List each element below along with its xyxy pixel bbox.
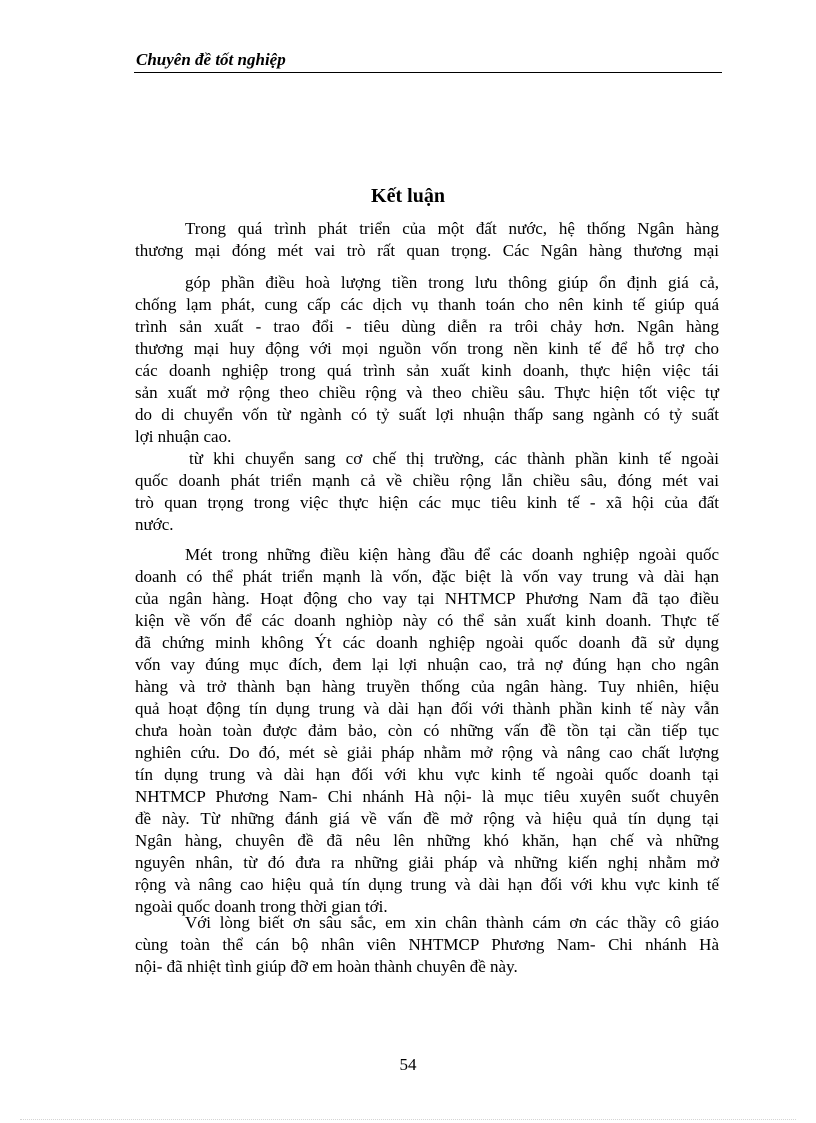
paragraph-line: thương mại đóng mét vai trò rất quan trọng. Các Ngân hàng thương mại — [135, 241, 719, 260]
paragraph-line: của ngân hàng. Hoạt động cho vay tại NHTMCP Phương Nam đã tạo điều — [135, 589, 719, 608]
paragraph-line: Mét trong những điều kiện hàng đầu để các doanh nghiệp ngoài quốc — [185, 545, 719, 564]
paragraph-line: trình sản xuất - trao đổi - tiêu dùng diễn ra trôi chảy hơn. Ngân hàng — [135, 317, 719, 336]
paragraph-line: đã chứng minh không Ýt các doanh nghiệp ngoài quốc doanh đã sử dụng — [135, 633, 719, 652]
paragraph-line: do di chuyển vốn từ ngành có tỷ suất lợi nhuận thấp sang ngành có tỷ suất — [135, 405, 719, 424]
paragraph-line: kiện về vốn để các doanh nghiòp này có thể sản xuất kinh doanh. Thực tế — [135, 611, 719, 630]
paragraph-4 — [135, 544, 719, 918]
paragraph-line: quốc doanh phát triển mạnh cả về chiều rộng lẫn chiều sâu, đóng mét vai — [135, 471, 719, 490]
page-header — [134, 48, 722, 73]
paragraph-line: tín dụng trung và dài hạn đối với khu vực kinh tế ngoài quốc doanh tại — [135, 765, 719, 784]
paragraph-line: rộng và nâng cao hiệu quả tín dụng trung và dài hạn đối với khu vực kinh tế — [135, 875, 719, 894]
page-number: 54 — [399, 1055, 417, 1074]
bottom-divider — [20, 1119, 796, 1120]
paragraph-line: Trong quá trình phát triển của một đất nước, hệ thống Ngân hàng — [185, 219, 719, 238]
paragraph-line: chống lạm phát, cung cấp các dịch vụ thanh toán cho nên kinh tế giúp quá — [135, 295, 719, 314]
paragraph-line: Ngân hàng, chuyên đề đã nêu lên những khó khăn, hạn chế và những — [135, 831, 719, 850]
paragraph-line: cùng toàn thể cán bộ nhân viên NHTMCP Phương Nam- Chi nhánh Hà — [135, 935, 719, 954]
paragraph-line: nghiên cứu. Do đó, mét sè giải pháp nhằm mở rộng và nâng cao chất lượng — [135, 743, 719, 762]
paragraph-5 — [135, 912, 719, 978]
paragraph-3 — [135, 448, 719, 536]
paragraph-line: chưa hoàn toàn được đảm bảo, còn có những vấn đề tồn tại cần tiếp tục — [135, 721, 719, 740]
paragraph-line: Với lòng biết ơn sâu sắc, em xin chân thành cám ơn các thầy cô giáo — [185, 913, 719, 932]
paragraph-line: trò quan trọng trong việc thực hiện các mục tiêu kinh tế - xã hội của đất — [135, 493, 719, 512]
paragraph-line: sản xuất mở rộng theo chiều rộng và theo chiều sâu. Thực hiện tốt việc tự — [135, 383, 719, 402]
paragraph-1 — [135, 218, 719, 262]
paragraph-line: thương mại huy động với mọi nguồn vốn trong nền kinh tế để hỗ trợ cho — [135, 339, 719, 358]
paragraph-line: NHTMCP Phương Nam- Chi nhánh Hà nội- là mục tiêu xuyên suốt chuyên — [135, 787, 719, 806]
page-title: Kết luận — [371, 185, 445, 207]
paragraph-line: lợi nhuận cao. — [135, 427, 232, 446]
paragraph-line: nội- đã nhiệt tình giúp đỡ em hoàn thành chuyên đề này. — [135, 957, 518, 976]
paragraph-line: vốn vay đúng mục đích, đem lại lợi nhuận cao, trả nợ đúng hạn cho ngân — [135, 655, 719, 674]
paragraph-line: nước. — [135, 515, 174, 534]
paragraph-line: quả hoạt động tín dụng trung và dài hạn đối với thành phần kinh tế này vẫn — [135, 699, 719, 718]
header-title: Chuyên đề tốt nghiệp — [136, 50, 286, 69]
paragraph-line: nguyên nhân, từ đó đưa ra những giải pháp và những kiến nghị nhằm mở — [135, 853, 719, 872]
paragraph-line: ngoài quốc doanh trong thời gian tới. — [135, 897, 388, 916]
paragraph-line: các doanh nghiệp trong quá trình sản xuất kinh doanh, thực hiện việc tái — [135, 361, 719, 380]
paragraph-2 — [135, 272, 719, 448]
paragraph-line: hàng và trở thành bạn hàng truyền thống của ngân hàng. Tuy nhiên, hiệu — [135, 677, 719, 696]
paragraph-line: đề này. Từ những đánh giá về vấn đề mở rộng và hiệu quả tín dụng tại — [135, 809, 719, 828]
paragraph-line: doanh có thể phát triển mạnh là vốn, đặc biệt là vốn vay trung và dài hạn — [135, 567, 719, 586]
paragraph-line: góp phần điều hoà lượng tiền trong lưu thông giúp ổn định giá cả, — [185, 273, 719, 292]
paragraph-line: từ khi chuyển sang cơ chế thị trường, các thành phần kinh tế ngoài — [189, 449, 719, 468]
